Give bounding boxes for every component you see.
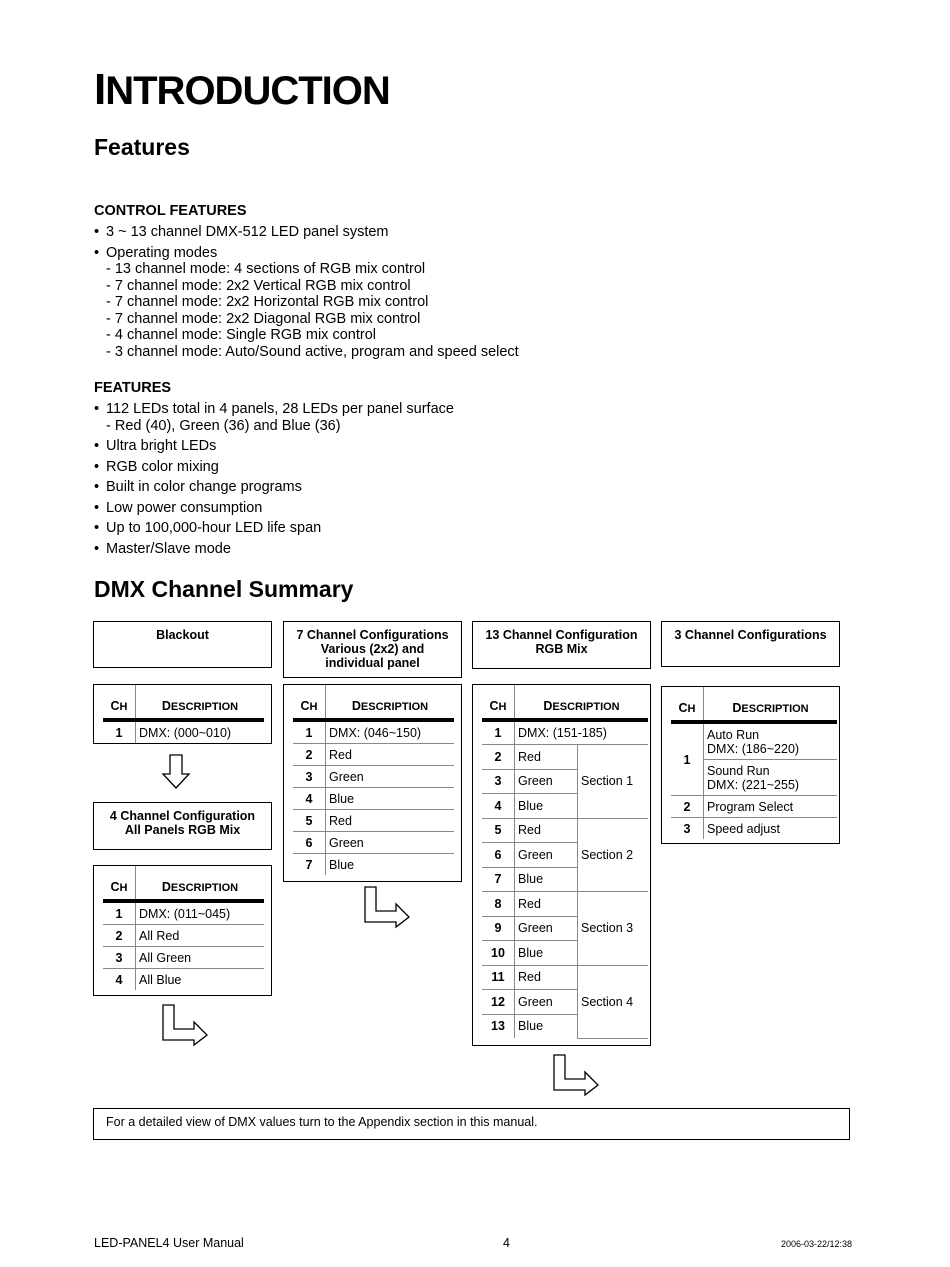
right-arrow-icon bbox=[160, 1003, 210, 1047]
table-header-row bbox=[482, 685, 648, 720]
features-section bbox=[94, 380, 794, 561]
table-row: 11 Red Section 4 bbox=[482, 965, 648, 990]
footer-page-number: 4 bbox=[503, 1236, 510, 1250]
ch-header: CH bbox=[103, 685, 136, 720]
list-item: • Up to 100,000-hour LED life span bbox=[94, 520, 794, 537]
ch-cell: 1 bbox=[671, 722, 704, 796]
table-row: 1 DMX: (011~045) bbox=[103, 901, 264, 925]
footer-manual-name: LED-PANEL4 User Manual bbox=[94, 1236, 244, 1250]
table-row: 7 Blue bbox=[482, 867, 648, 892]
thirteen-channel-subtitle: RGB Mix bbox=[535, 642, 588, 656]
seven-channel-subtitle: Various (2x2) and bbox=[320, 642, 425, 656]
table-row: 3 All Green bbox=[103, 947, 264, 969]
table-row: 5 Red bbox=[293, 810, 454, 832]
list-item: • Built in color change programs bbox=[94, 479, 794, 496]
description-header: DESCRIPTION bbox=[326, 685, 455, 720]
blackout-table bbox=[103, 685, 264, 743]
operating-mode: - 7 channel mode: 2x2 Horizontal RGB mix control bbox=[106, 294, 429, 310]
table-row: 4 All Blue bbox=[103, 969, 264, 991]
list-item: • Low power consumption bbox=[94, 500, 794, 517]
four-channel-table-box bbox=[93, 865, 272, 996]
ch-header: CH bbox=[482, 685, 515, 720]
three-channel-table bbox=[671, 687, 837, 839]
led-colors-line: - Red (40), Green (36) and Blue (36) bbox=[106, 417, 341, 434]
table-row: 3 Green bbox=[293, 766, 454, 788]
operating-mode: - 7 channel mode: 2x2 Diagonal RGB mix control bbox=[106, 310, 421, 327]
table-row: 5 Red Section 2 bbox=[482, 818, 648, 843]
sound-run-cell: Sound Run DMX: (221~255) bbox=[704, 760, 838, 796]
seven-channel-title: 7 Channel Configurations bbox=[296, 628, 449, 642]
right-arrow-icon bbox=[551, 1053, 601, 1097]
section-label: Section 3 bbox=[578, 892, 649, 966]
list-item: • 112 LEDs total in 4 panels, 28 LEDs per panel surface - Red (40), Green (36) and Blue (36) bbox=[94, 401, 794, 434]
appendix-note: For a detailed view of DMX values turn to the Appendix section in this manual. bbox=[93, 1108, 850, 1140]
operating-mode: - 3 channel mode: Auto/Sound active, program and speed select bbox=[106, 343, 519, 360]
seven-channel-title-box bbox=[283, 621, 462, 678]
section-label: Section 4 bbox=[578, 965, 649, 1038]
ch-header: CH bbox=[293, 685, 326, 720]
desc-cell: DMX: (000~010) bbox=[139, 725, 232, 740]
three-channel-title-box bbox=[661, 621, 840, 667]
list-item: • RGB color mixing bbox=[94, 459, 794, 476]
operating-mode: - 13 channel mode: 4 sections of RGB mix control bbox=[106, 261, 426, 277]
dmx-summary-heading: DMX Channel Summary bbox=[94, 576, 354, 602]
auto-run-cell: Auto Run DMX: (186~220) bbox=[704, 722, 838, 760]
table-row: 9 Green bbox=[482, 916, 648, 941]
control-features-section bbox=[94, 203, 794, 364]
table-row: 8 Red Section 3 bbox=[482, 892, 648, 917]
table-row: 1 DMX: (151-185) bbox=[482, 720, 648, 745]
description-header: DESCRIPTION bbox=[136, 866, 265, 901]
table-row: 13 Blue bbox=[482, 1014, 648, 1038]
thirteen-channel-table-box bbox=[472, 684, 651, 1046]
table-row: 2 All Red bbox=[103, 925, 264, 947]
table-row bbox=[671, 722, 837, 760]
table-row: 2 Program Select bbox=[671, 796, 837, 818]
thirteen-channel-title-box bbox=[472, 621, 651, 669]
thirteen-channel-table bbox=[482, 685, 648, 1039]
list-item: • Operating modes - 13 channel mode: 4 sections of RGB mix control - 7 channel mode: 2x2 Vertical RGB mix control - 7 channel mode: 2x2 Horizontal RGB mix control - 7 channel mode: 2x2 Diagonal RGB mix control - 4 channel mode: Single RGB mix control - 3 channel mode: Auto/Sound active, program and speed select bbox=[94, 245, 794, 361]
operating-mode: - 4 channel mode: Single RGB mix control bbox=[106, 327, 376, 343]
table-header-row bbox=[293, 685, 454, 720]
page-title: INTRODUCTION bbox=[94, 65, 390, 114]
table-row: 1 DMX: (046~150) bbox=[293, 720, 454, 744]
table-row: 3 Green bbox=[482, 769, 648, 794]
footer-timestamp: 2006-03-22/12:38 bbox=[781, 1239, 853, 1249]
section-label: Section 1 bbox=[578, 745, 649, 819]
table-row: 6 Green bbox=[293, 832, 454, 854]
four-channel-subtitle: All Panels RGB Mix bbox=[124, 823, 241, 837]
table-row: 2 Red Section 1 bbox=[482, 745, 648, 770]
table-row: 4 Blue bbox=[293, 788, 454, 810]
blackout-title: Blackout bbox=[156, 628, 209, 642]
table-row: 2 Red bbox=[293, 744, 454, 766]
table-row: 3 Speed adjust bbox=[671, 818, 837, 840]
table-row: 4 Blue bbox=[482, 794, 648, 819]
control-features-list bbox=[94, 224, 794, 360]
ch-header: CH bbox=[103, 866, 136, 901]
ch-header: CH bbox=[671, 687, 704, 722]
features-sub-heading: FEATURES bbox=[94, 380, 172, 396]
ch-cell: 1 bbox=[103, 720, 136, 743]
three-channel-title: 3 Channel Configurations bbox=[674, 628, 827, 642]
seven-channel-table-box bbox=[283, 684, 462, 882]
seven-channel-subtitle-2: individual panel bbox=[325, 656, 420, 670]
features-list bbox=[94, 401, 794, 557]
control-features-heading: CONTROL FEATURES bbox=[94, 203, 247, 219]
table-row: 7 Blue bbox=[293, 854, 454, 876]
table-header-row bbox=[671, 687, 837, 722]
description-header: DESCRIPTION bbox=[515, 685, 649, 720]
description-header: DESCRIPTION bbox=[136, 685, 265, 720]
down-arrow-icon bbox=[161, 754, 191, 790]
seven-channel-table bbox=[293, 685, 454, 875]
operating-mode: - 7 channel mode: 2x2 Vertical RGB mix control bbox=[106, 277, 411, 294]
list-item: • 3 ~ 13 channel DMX-512 LED panel system bbox=[94, 224, 794, 241]
blackout-table-box bbox=[93, 684, 272, 744]
table-header-row bbox=[103, 866, 264, 901]
description-header: DESCRIPTION bbox=[704, 687, 838, 722]
four-channel-title-box bbox=[93, 802, 272, 850]
table-header-row bbox=[103, 685, 264, 720]
blackout-title-box bbox=[93, 621, 272, 668]
four-channel-table bbox=[103, 866, 264, 990]
four-channel-title: 4 Channel Configuration bbox=[109, 809, 256, 823]
right-arrow-icon bbox=[362, 885, 412, 929]
three-channel-table-box bbox=[661, 686, 840, 844]
table-row bbox=[103, 720, 264, 743]
list-item: • Master/Slave mode bbox=[94, 541, 794, 558]
table-row: 6 Green bbox=[482, 843, 648, 868]
features-heading: Features bbox=[94, 134, 190, 160]
list-item: • Ultra bright LEDs bbox=[94, 438, 794, 455]
thirteen-channel-title: 13 Channel Configuration bbox=[485, 628, 638, 642]
section-label: Section 2 bbox=[578, 818, 649, 892]
table-row: 12 Green bbox=[482, 990, 648, 1015]
table-row: 10 Blue bbox=[482, 941, 648, 966]
